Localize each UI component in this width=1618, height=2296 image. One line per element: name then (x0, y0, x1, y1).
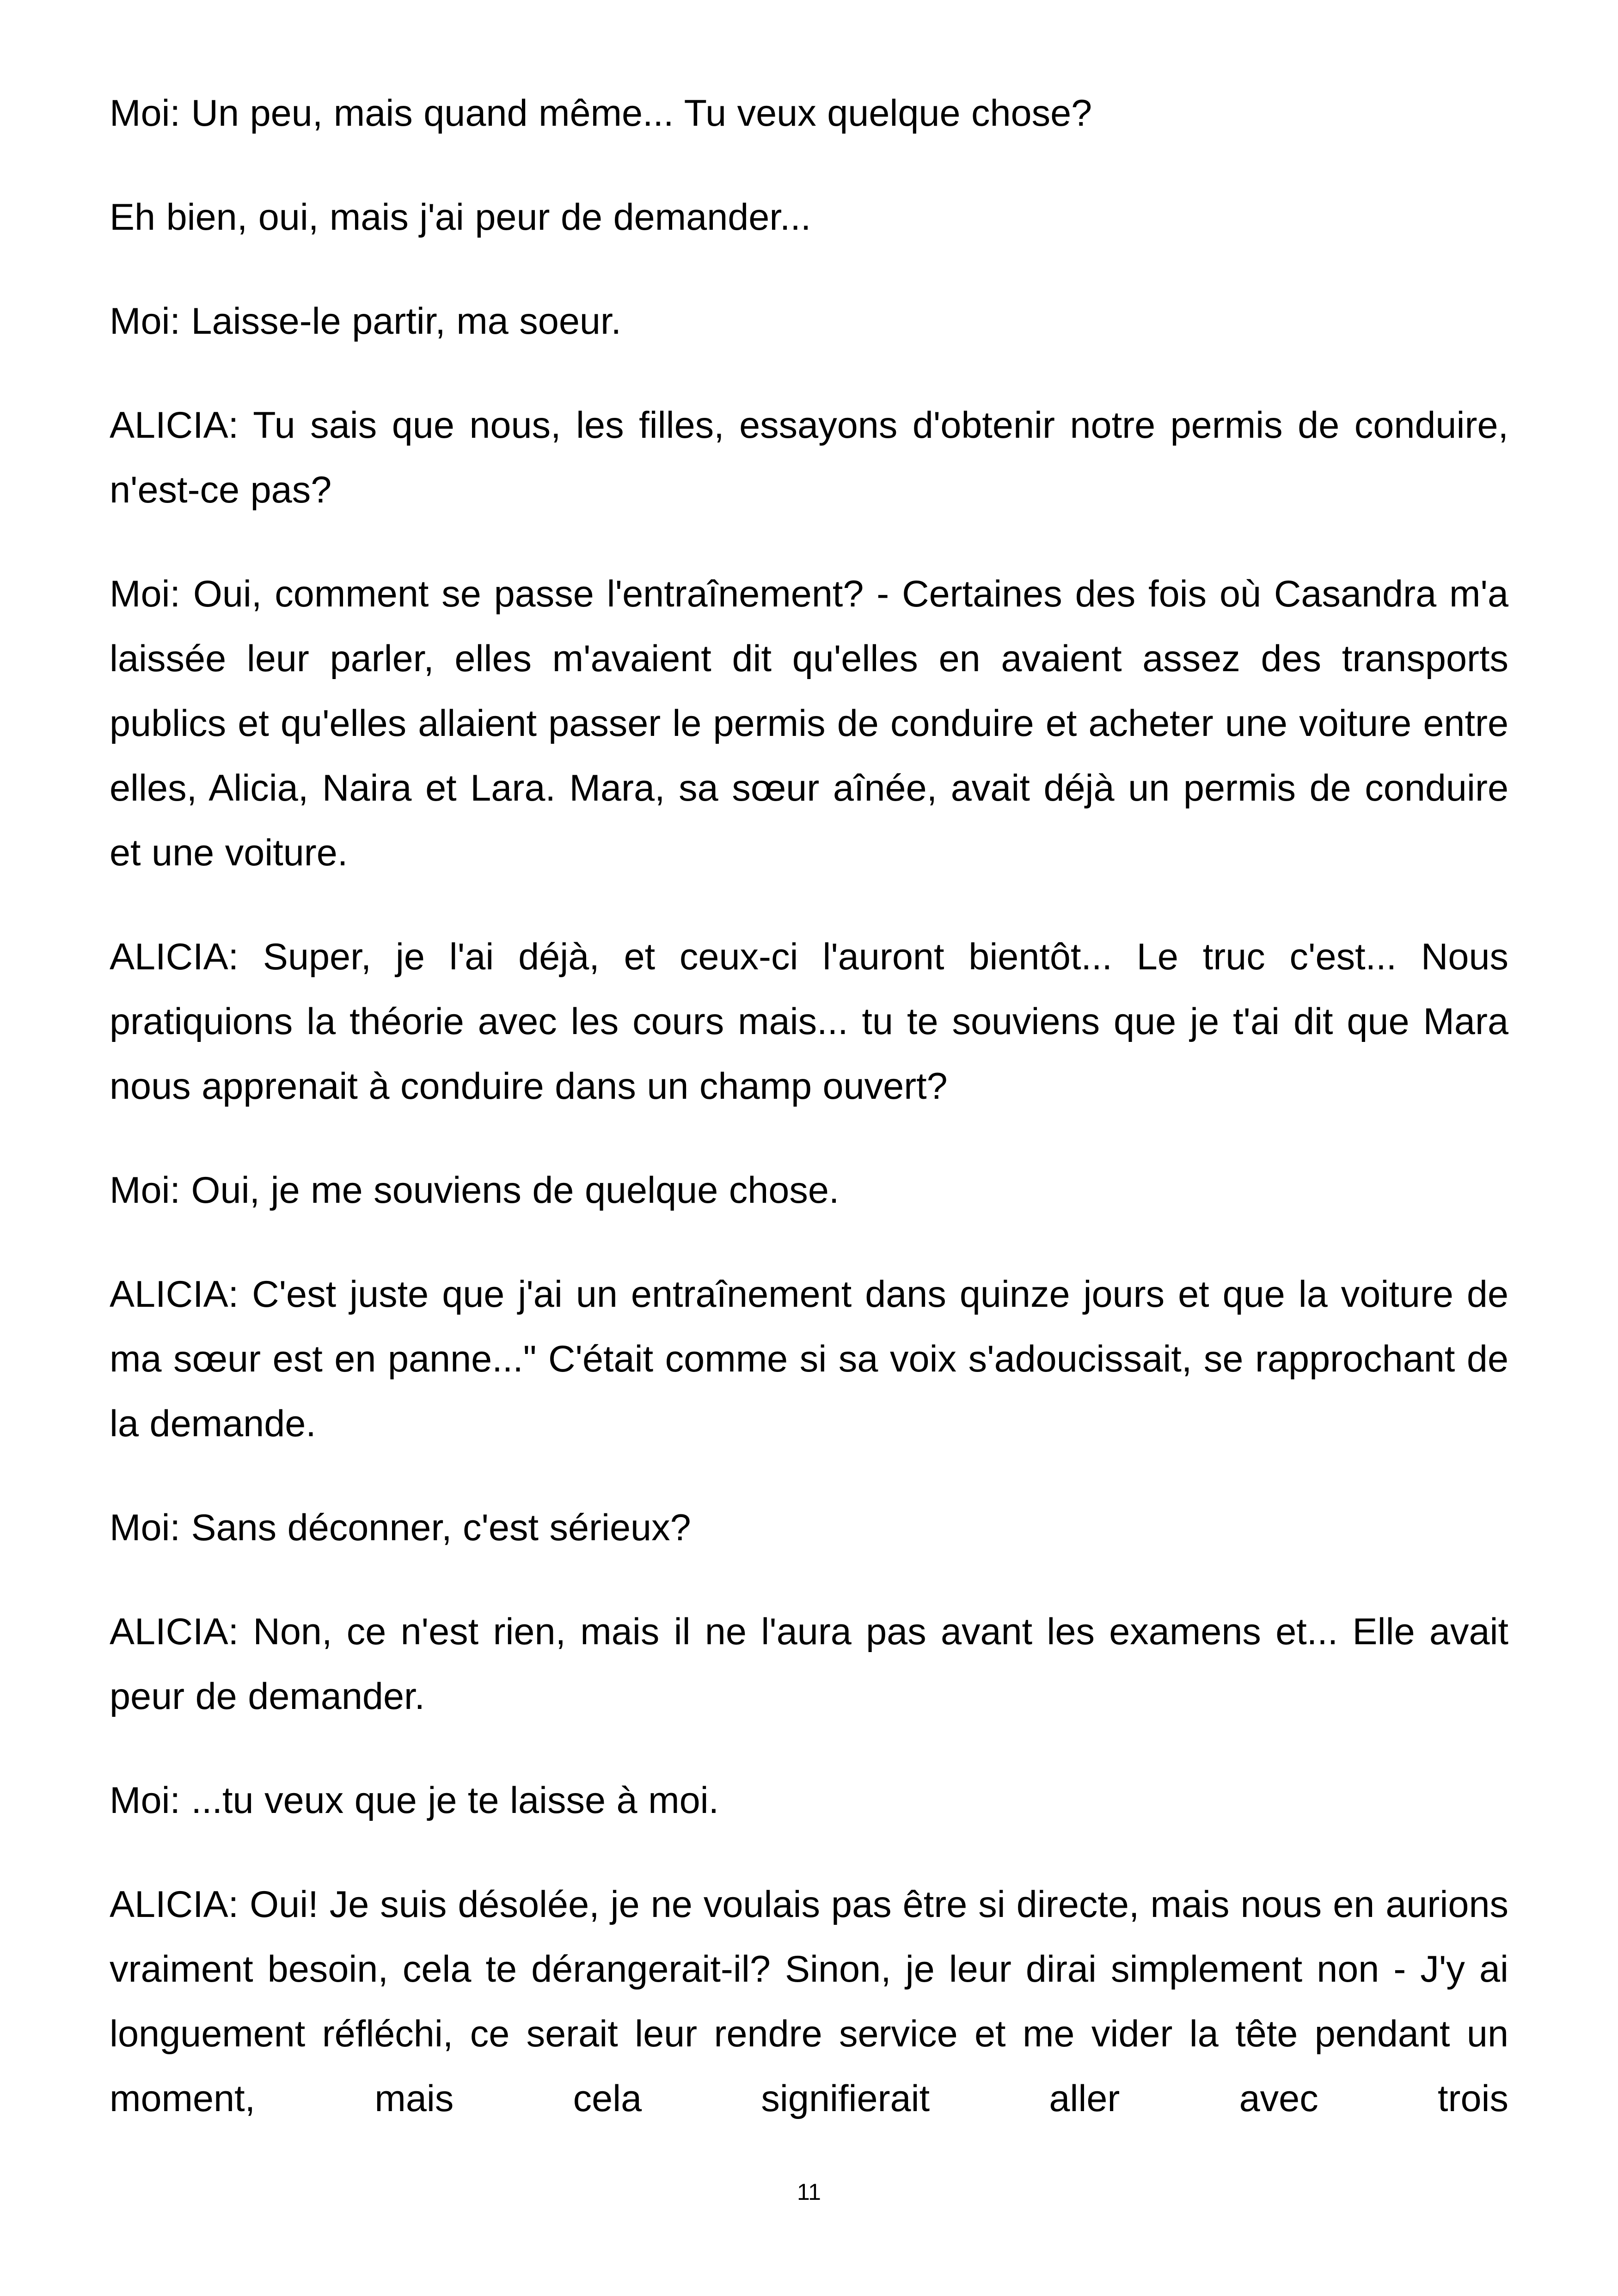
paragraph-7: Moi: Oui, je me souviens de quelque chose. (110, 1169, 840, 1211)
paragraph-1: Moi: Un peu, mais quand même... Tu veux quelque chose? (110, 92, 1092, 134)
paragraph-3: Moi: Laisse-le partir, ma soeur. (110, 300, 621, 342)
paragraph-2: Eh bien, oui, mais j'ai peur de demander... (110, 196, 811, 238)
paragraph-5: Moi: Oui, comment se passe l'entraînement? - Certaines des fois où Casandra m'a laissée leur parler, elles m'avaient dit qu'elles en avaient assez des transports publics et qu'elles allaient passer le permis de conduire et acheter une voiture entre elles, Alicia, Naira et Lara. Mara, sa sœur aînée, avait déjà un permis de conduire et une voiture. (110, 573, 1508, 874)
page-number: 11 (797, 2179, 821, 2205)
paragraph-12: ALICIA: Oui! Je suis désolée, je ne voulais pas être si directe, mais nous en aurions vraiment besoin, cela te dérangerait-il? Sinon, je leur dirai simplement non - J'y ai longuement réfléchi, ce serait leur rendre service et me vider la tête pendant un moment, mais cela signifierait aller avec trois (110, 1884, 1508, 2119)
paragraph-8: ALICIA: C'est juste que j'ai un entraînement dans quinze jours et que la voiture de ma sœur est en panne..." C'était comme si sa voix s'adoucissait, se rapprochant de la demande. (110, 1274, 1508, 1445)
paragraph-6: ALICIA: Super, je l'ai déjà, et ceux-ci l'auront bientôt... Le truc c'est... Nous pratiquions la théorie avec les cours mais... tu te souviens que je t'ai dit que Mara nous apprenait à conduire dans un champ ouvert? (110, 936, 1508, 1107)
paragraph-4: ALICIA: Tu sais que nous, les filles, essayons d'obtenir notre permis de conduire, n'est-ce pas? (110, 404, 1508, 511)
page-body (110, 81, 1508, 2131)
paragraph-9: Moi: Sans déconner, c'est sérieux? (110, 1507, 691, 1549)
paragraph-11: Moi: ...tu veux que je te laisse à moi. (110, 1780, 719, 1821)
paragraph-10: ALICIA: Non, ce n'est rien, mais il ne l'aura pas avant les examens et... Elle avait peur de demander. (110, 1611, 1508, 1717)
